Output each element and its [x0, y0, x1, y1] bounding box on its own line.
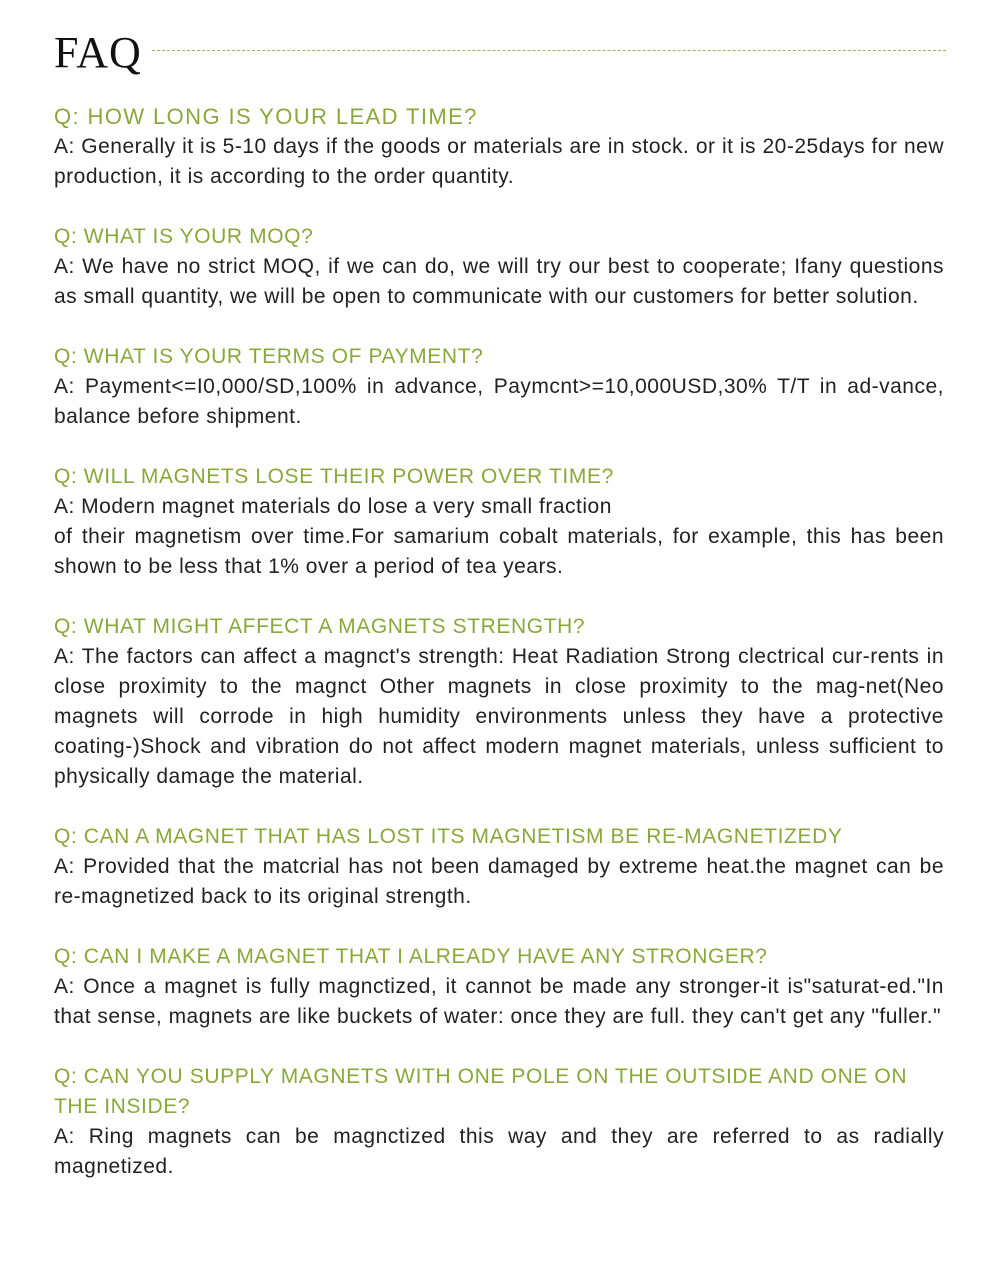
faq-item [54, 822, 944, 912]
faq-answer: A: Ring magnets can be magnctized this way and they are referred to as radially magnetized. [54, 1125, 944, 1178]
faq-answer: A: Once a magnet is fully magnctized, it cannot be made any stronger-it is"saturat-ed."In that sense, magnets are like buckets of water: once they are full. they can't get any "fuller." [54, 975, 944, 1028]
faq-answer: A: Modern magnet materials do lose a very small fraction of their magnetism over time.For samarium cobalt materials, for example, this has been shown to be less that 1% over a period of tea years. [54, 495, 944, 578]
faq-item [54, 612, 944, 792]
faq-item [54, 222, 944, 312]
faq-item [54, 102, 944, 192]
faq-list [54, 102, 944, 1212]
faq-answer: A: We have no strict MOQ, if we can do, we will try our best to cooperate; Ifany questions as small quantity, we will be open to communicate with our customers for better solution. [54, 255, 944, 308]
faq-question: Q: WHAT MIGHT AFFECT A MAGNETS STRENGTH? [54, 615, 586, 638]
faq-question: Q: CAN A MAGNET THAT HAS LOST ITS MAGNETISM BE RE-MAGNETIZEDY [54, 825, 843, 848]
faq-answer: A: The factors can affect a magnct's strength: Heat Radiation Strong clectrical cur-rents in close proximity to the magnct Other magnets in close proximity to the mag-net(Neo magnets will corrode in high humidity environments unless they have a protective coating-)Shock and vibration do not affect modern magnet materials, unless sufficient to physically damage the material. [54, 645, 944, 788]
faq-answer: A: Payment<=I0,000/SD,100% in advance, Paymcnt>=10,000USD,30% T/T in ad-vance, balance before shipment. [54, 375, 944, 428]
faq-item [54, 1062, 944, 1182]
faq-answer: A: Generally it is 5-10 days if the goods or materials are in stock. or it is 20-25days for new production, it is according to the order quantity. [54, 135, 944, 188]
faq-header [54, 28, 946, 88]
faq-question: Q: WHAT IS YOUR TERMS OF PAYMENT? [54, 345, 484, 368]
faq-question: Q: CAN YOU SUPPLY MAGNETS WITH ONE POLE ON THE OUTSIDE AND ONE ON THE INSIDE? [54, 1065, 908, 1118]
faq-question: Q: WILL MAGNETS LOSE THEIR POWER OVER TIME? [54, 465, 614, 488]
faq-item [54, 342, 944, 432]
faq-question: Q: CAN I MAKE A MAGNET THAT I ALREADY HAVE ANY STRONGER? [54, 945, 768, 968]
faq-item [54, 462, 944, 582]
page-title: FAQ [54, 28, 142, 77]
faq-question: Q: HOW LONG IS YOUR LEAD TIME? [54, 104, 478, 129]
faq-item [54, 942, 944, 1032]
faq-answer: A: Provided that the matcrial has not been damaged by extreme heat.the magnet can be re-magnetized back to its original strength. [54, 855, 944, 908]
faq-question: Q: WHAT IS YOUR MOQ? [54, 225, 314, 248]
dashed-divider [152, 50, 946, 51]
